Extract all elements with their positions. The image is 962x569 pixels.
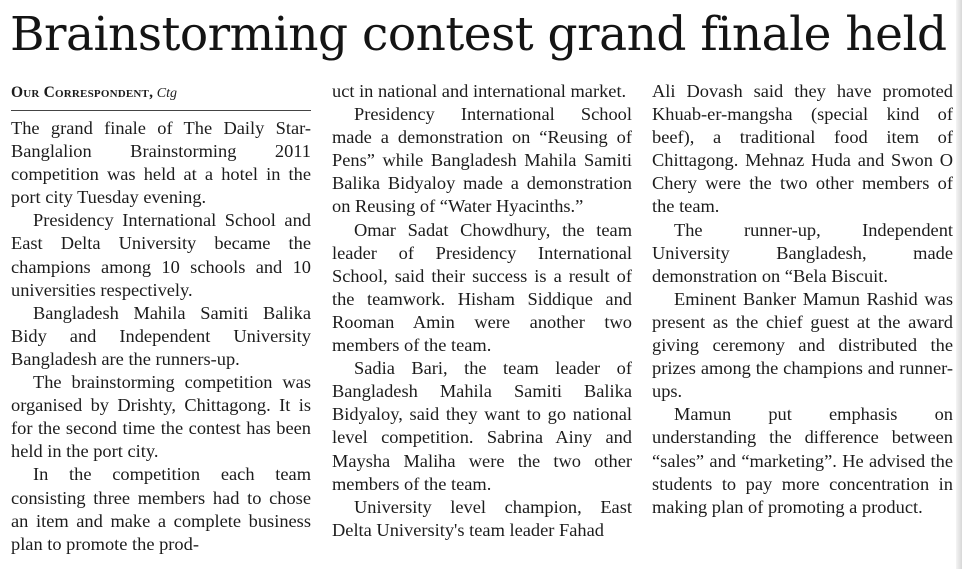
byline-author: Our Correspondent, bbox=[11, 84, 154, 101]
paragraph: University level champion, East Delta University's team leader Fahad bbox=[332, 496, 632, 540]
paragraph: Bangladesh Mahila Samiti Balika Bidy and Independent University Bangladesh are the runners-up. bbox=[11, 302, 311, 369]
paragraph: The runner-up, Independent University Bangladesh, made demonstration on “Bela Biscuit. bbox=[652, 219, 953, 286]
paragraph: The brainstorming competition was organised by Drishty, Chittagong. It is for the second time the contest has been held in the port city. bbox=[11, 372, 311, 462]
paragraph: Sadia Bari, the team leader of Bangladesh Mahila Samiti Balika Bidyaloy, said they want to go national level competition. Sabrina Ainy and Maysha Maliha were the two other members of the team. bbox=[332, 358, 632, 494]
article-headline: Brainstorming contest grand finale held bbox=[10, 7, 947, 62]
paragraph: Presidency International School and East Delta University became the champions among 10 schools and 10 universities respectively. bbox=[11, 210, 311, 300]
paragraph: uct in national and international market. bbox=[332, 81, 627, 101]
article-column-2 bbox=[332, 80, 632, 542]
byline bbox=[11, 82, 311, 111]
paragraph: The grand finale of The Daily Star-Banglalion Brainstorming 2011 competition was held at a hotel in the port city Tuesday evening. bbox=[11, 118, 311, 208]
paragraph: Omar Sadat Chowdhury, the team leader of Presidency International School, said their success is a result of the teamwork. Hisham Siddique and Rooman Amin were another two members of the team. bbox=[332, 219, 632, 356]
byline-location: Ctg bbox=[156, 86, 178, 101]
paragraph: In the competition each team consisting three members had to chose an item and make a complete business plan to promote the prod- bbox=[11, 464, 311, 554]
paragraph: Eminent Banker Mamun Rashid was present as the chief guest at the award giving ceremony and distributed the prizes among the champions and runner-ups. bbox=[652, 288, 953, 402]
paragraph: Mamun put emphasis on understanding the difference between “sales” and “marketing”. He advised the students to pay more concentration in making plan of promoting a product. bbox=[652, 404, 953, 517]
article-column-3 bbox=[652, 80, 953, 519]
paragraph: Ali Dovash said they have promoted Khuab-er-mangsha (special kind of beef), a traditional food item of Chittagong. Mehnaz Huda and Swon O Chery were the two other members of the team. bbox=[652, 81, 953, 217]
article-column-1 bbox=[11, 80, 311, 556]
scan-edge bbox=[956, 0, 962, 569]
paragraph: Presidency International School made a demonstration on “Reusing of Pens” while Bangladesh Mahila Samiti Balika Bidyaloy made a demonstration on Reusing of “Water Hyacinths.” bbox=[332, 104, 632, 217]
